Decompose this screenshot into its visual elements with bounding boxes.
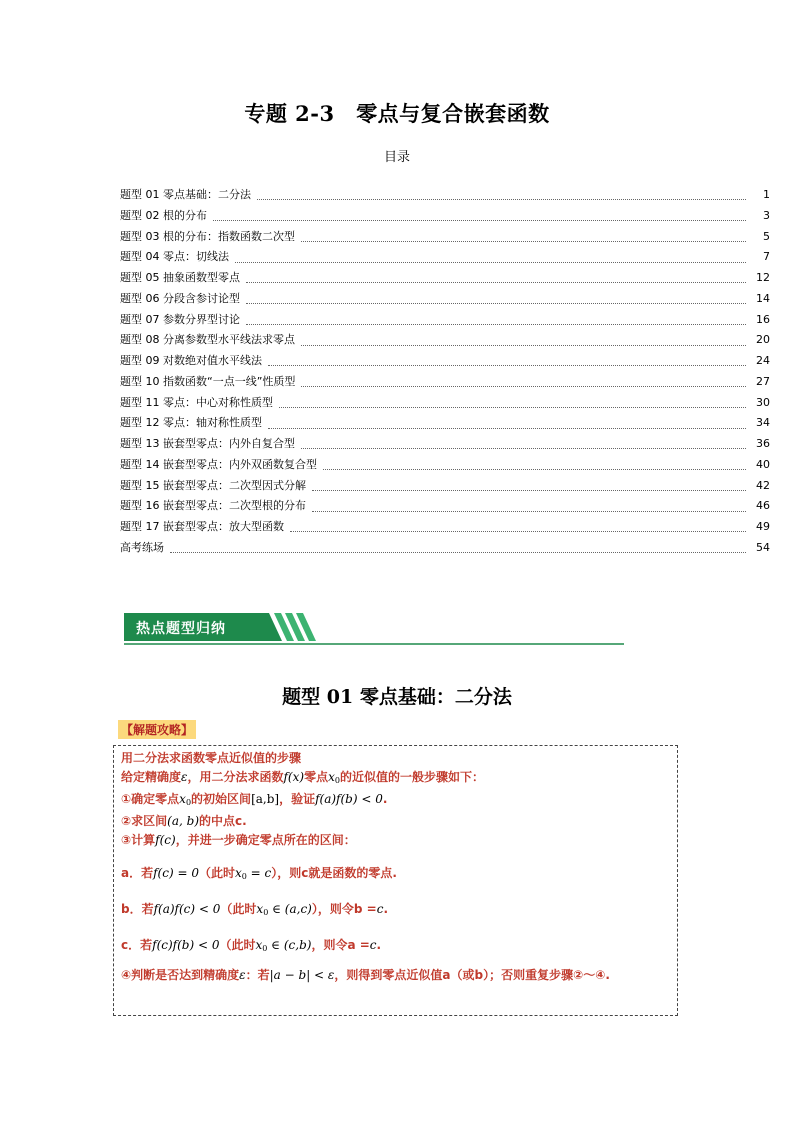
toc-item-label: 题型 10 指数函数“一点一线”性质型 xyxy=(120,374,296,388)
method-line-5: a．若f(c) = 0（此时$x_0 = c$），则c就是函数的零点. xyxy=(121,866,397,881)
method-line-7: c．若f(c)f(b) < 0（此时$x_0$ ∈ (c,b)，则令a =c. xyxy=(121,938,382,953)
toc-item-label: 题型 13 嵌套型零点：内外自复合型 xyxy=(120,437,295,450)
toc-leader-dots xyxy=(301,447,746,449)
toc-item-page: 34 xyxy=(756,416,770,430)
toc-item-page: 1 xyxy=(763,188,770,201)
toc-item-page: 14 xyxy=(756,291,770,305)
toc-item-label: 题型 05 抽象函数型零点 xyxy=(120,271,240,284)
toc-leader-dots xyxy=(246,281,746,283)
toc-item-page: 42 xyxy=(756,478,770,492)
toc-item-label: 题型 03 根的分布：指数函数二次型 xyxy=(120,229,295,243)
toc-leader-dots xyxy=(246,302,746,304)
toc-item-label: 题型 12 零点：轴对称性质型 xyxy=(120,416,262,430)
toc-leader-dots xyxy=(246,323,746,325)
toc-item[interactable] xyxy=(120,186,770,207)
method-line-6: b．若f(a)f(c) < 0（此时$x_0$ ∈ (a,c)），则令b =c. xyxy=(121,902,388,917)
toc-leader-dots xyxy=(301,240,746,242)
toc-item-page: 24 xyxy=(756,354,770,367)
toc-leader-dots xyxy=(279,406,746,408)
toc-item-label: 题型 09 对数绝对值水平线法 xyxy=(120,354,262,367)
toc-leader-dots xyxy=(290,530,746,532)
toc-item[interactable] xyxy=(120,352,770,373)
toc-item[interactable] xyxy=(120,207,770,228)
toc-leader-dots xyxy=(312,510,746,512)
toc-item-page: 36 xyxy=(756,437,770,450)
toc-item[interactable] xyxy=(120,394,770,415)
toc-item-page: 49 xyxy=(756,520,770,533)
toc-item[interactable] xyxy=(120,518,770,539)
toc-item-page: 54 xyxy=(756,540,770,554)
method-box xyxy=(113,745,678,1016)
toc-item[interactable] xyxy=(120,414,770,435)
toc-leader-dots xyxy=(268,364,746,366)
toc-item-label: 题型 01 零点基础：二分法 xyxy=(120,188,251,201)
toc-item-label: 题型 08 分离参数型水平线法求零点 xyxy=(120,333,295,347)
toc-leader-dots xyxy=(235,261,746,263)
toc-item-label: 题型 07 参数分界型讨论 xyxy=(120,312,240,326)
toc-item[interactable] xyxy=(120,477,770,498)
toc-item[interactable] xyxy=(120,269,770,290)
page-title: 专题 2-3 零点与复合嵌套函数 xyxy=(244,101,550,126)
section-banner xyxy=(124,611,624,646)
toc-item-page: 20 xyxy=(756,333,770,347)
toc-item-page: 30 xyxy=(756,395,770,409)
method-line-8: ④判断是否达到精确度ε：若|a − b| < ε，则得到零点近似值a（或b）；否则重复步骤②～④. xyxy=(121,968,610,982)
toc-item-label: 题型 15 嵌套型零点：二次型因式分解 xyxy=(120,478,306,492)
toc-item-label: 题型 17 嵌套型零点：放大型函数 xyxy=(120,520,284,533)
toc-item-page: 12 xyxy=(756,271,770,284)
toc-leader-dots xyxy=(301,344,746,346)
toc-item[interactable] xyxy=(120,497,770,518)
toc-item[interactable] xyxy=(120,456,770,477)
toc-leader-dots xyxy=(213,219,746,221)
toc-item-page: 5 xyxy=(763,229,770,243)
toc-item-label: 高考练场 xyxy=(120,540,164,554)
toc-item-page: 40 xyxy=(756,457,770,471)
toc-item-page: 46 xyxy=(756,499,770,513)
toc-item-label: 题型 06 分段含参讨论型 xyxy=(120,291,240,305)
method-line-2: ①确定零点$x_0$的初始区间[a,b]，验证f(a)f(b) < 0. xyxy=(121,792,388,807)
toc-item-label: 题型 11 零点：中心对称性质型 xyxy=(120,395,273,409)
toc-item[interactable] xyxy=(120,435,770,456)
toc-item-page: 7 xyxy=(763,250,770,264)
toc-leader-dots xyxy=(323,468,746,470)
toc-item-label: 题型 04 零点：切线法 xyxy=(120,250,229,264)
toc-item[interactable] xyxy=(120,373,770,394)
toc-item[interactable] xyxy=(120,290,770,311)
toc-leader-dots xyxy=(312,489,746,491)
toc-item[interactable] xyxy=(120,248,770,269)
toc-item-label: 题型 02 根的分布 xyxy=(120,208,207,222)
section-title: 题型 01 零点基础：二分法 xyxy=(282,686,512,708)
table-of-contents xyxy=(120,186,770,560)
toc-item[interactable] xyxy=(120,331,770,352)
toc-leader-dots xyxy=(301,385,746,387)
method-line-4: ③计算f(c)，并进一步确定零点所在的区间： xyxy=(121,833,356,847)
toc-item[interactable] xyxy=(120,539,770,560)
toc-leader-dots xyxy=(170,551,746,553)
toc-item-label: 题型 16 嵌套型零点：二次型根的分布 xyxy=(120,499,306,513)
toc-heading: 目录 xyxy=(383,150,410,165)
toc-item[interactable] xyxy=(120,311,770,332)
toc-item-label: 题型 14 嵌套型零点：内外双函数复合型 xyxy=(120,457,317,471)
toc-item-page: 16 xyxy=(756,312,770,326)
toc-item-page: 27 xyxy=(756,374,770,388)
banner-label: 热点题型归纳 xyxy=(136,621,226,637)
toc-item-page: 3 xyxy=(763,208,770,222)
strategy-tag: 【解题攻略】 xyxy=(118,720,196,739)
toc-leader-dots xyxy=(257,198,746,200)
toc-leader-dots xyxy=(268,427,746,429)
toc-item[interactable] xyxy=(120,228,770,249)
method-heading: 用二分法求函数零点近似值的步骤 xyxy=(121,751,302,765)
method-line-3: ②求区间(a, b)的中点c. xyxy=(121,814,247,828)
method-line-1: 给定精确度ε，用二分法求函数f(x)零点$x_0$的近似值的一般步骤如下： xyxy=(121,770,484,785)
